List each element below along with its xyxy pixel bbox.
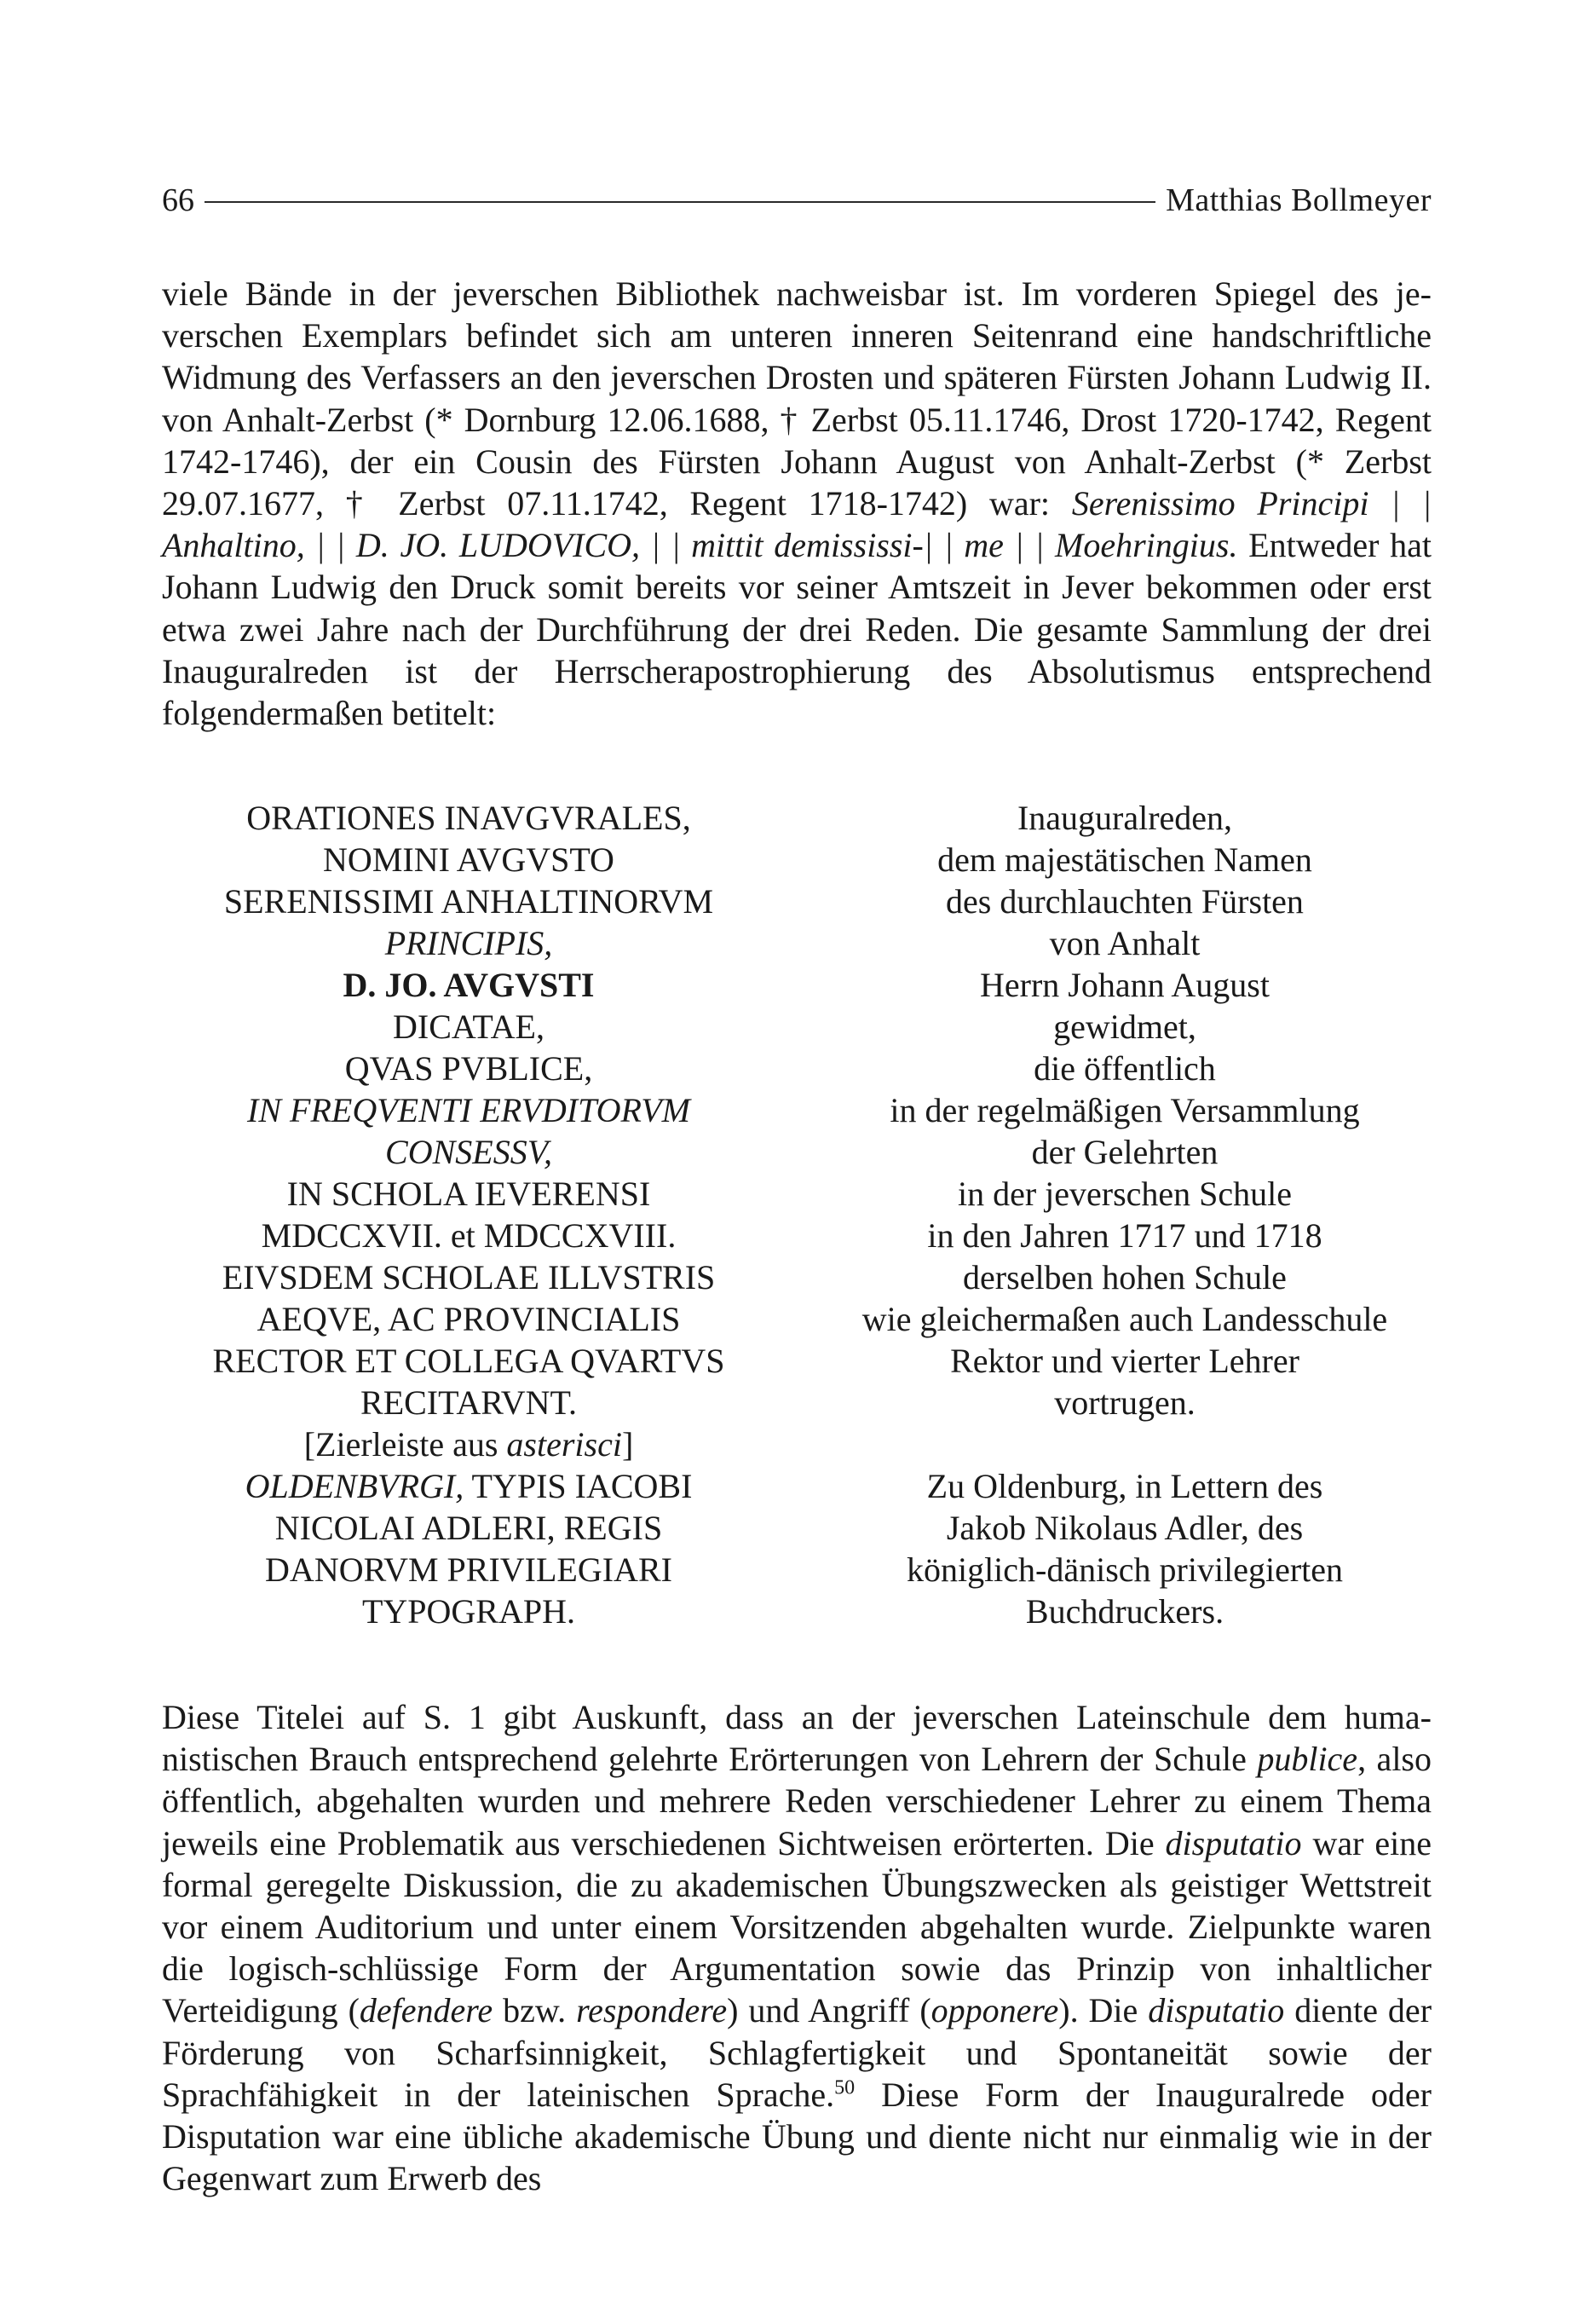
latin-line: RECITARVNT. — [360, 1383, 577, 1422]
german-line: Jakob Nikolaus Adler, des — [946, 1509, 1304, 1547]
p1-text-b: Entweder hat Johann Ludwig den Druck somit bereits vor seiner Amtszeit in Jever bekommen oder erst etwa zwei Jahre nach der Durchführung der drei Reden. Die gesamte Sammlung der drei Inauguralreden ist der Herrscherapostrophierung des Absolutismus entsprechend folgendermaßen betitelt: — [162, 526, 1432, 733]
term-publice: publice — [1257, 1740, 1358, 1779]
german-line: königlich-dänisch privilegierten — [906, 1550, 1344, 1589]
german-line: in der jeverschen Schule — [957, 1175, 1293, 1213]
ornament-term: asterisci — [506, 1425, 622, 1464]
term-opponere: opponere — [931, 1991, 1059, 2030]
latin-line: AEQVE, AC PROVINCIALIS — [256, 1300, 681, 1338]
ornament-note: [Zierleiste aus — [303, 1425, 507, 1464]
imprint-place: OLDENBVRGI, — [245, 1467, 464, 1505]
page-number: 66 — [162, 182, 194, 218]
german-line: gewidmet, — [1053, 1007, 1196, 1046]
p2-text-g: diente der Förderung von Scharfsinnigkeit, Schlagfertigkeit und Spontaneität sowie der Sprachfähigkeit in der lateinischen Sprache. — [162, 1991, 1432, 2114]
term-defendere: defendere — [359, 1991, 493, 2030]
german-line: dem majestätischen Namen — [937, 840, 1312, 879]
german-line: Buchdruckers. — [1025, 1592, 1224, 1631]
german-line: Zu Oldenburg, in Lettern des — [926, 1467, 1323, 1505]
german-line: vortrugen. — [1054, 1383, 1196, 1422]
german-line: in den Jahren 1717 und 1718 — [927, 1216, 1322, 1255]
latin-line: SERENISSIMI ANHALTINORVM — [223, 882, 714, 921]
german-line: derselben hohen Schule — [963, 1258, 1287, 1296]
german-line: des durchlauchten Fürsten — [946, 882, 1304, 921]
p2-text-a: Diese Titelei auf S. 1 gibt Auskunft, dass an der jeverschen Lateinschule dem humanistischen Brauch entsprechend gelehrte Erörterungen von Lehrern der Schule — [162, 1698, 1432, 1779]
title-german — [818, 797, 1432, 1632]
latin-line: EIVSDEM SCHOLAE ILLVSTRIS — [222, 1258, 716, 1296]
latin-line: DANORVM PRIVILEGIARI — [265, 1550, 672, 1589]
latin-line: RECTOR ET COLLEGA QVARTVS — [212, 1342, 725, 1380]
latin-line: PRINCIPIS, — [384, 924, 553, 962]
latin-line: IN FREQVENTI ERVDITORVM — [247, 1091, 690, 1129]
p2-text-b: , also öffentlich, abgehalten wurden und mehrere Reden verschiedener Lehrer zu einem Thema jeweils eine Problematik aus verschiedenen Sichtweisen erörterten. Die — [162, 1740, 1432, 1862]
p2-text-c: war eine formal geregelte Diskussion, die zu akademischen Übungszwecken als geistiger Wettstreit vor einem Auditorium und unter einem Vorsitzenden abgehalten wurde. Zielpunkte waren die logisch-schlüssige Form der Argumentation sowie das Prinzip von inhaltlicher Verteidigung ( — [162, 1823, 1432, 2030]
paragraph-2 — [162, 1696, 1432, 2199]
german-line: von Anhalt — [1049, 924, 1201, 962]
latin-line — [196, 1465, 741, 1507]
line-gap — [818, 1423, 1432, 1465]
title-latin — [196, 797, 741, 1632]
german-line: Inauguralreden, — [1017, 799, 1233, 837]
running-header — [162, 181, 1432, 220]
imprint-text: TYPIS IACOBI — [464, 1467, 693, 1505]
latin-line: TYPOGRAPH. — [361, 1592, 576, 1631]
german-line: wie gleichermaßen auch Landesschule — [861, 1300, 1388, 1338]
term-disputatio: disputatio — [1165, 1823, 1302, 1862]
latin-line: DICATAE, — [393, 1007, 544, 1046]
latin-line: IN SCHOLA IEVERENSI — [286, 1175, 651, 1213]
p2-text-f: ). Die — [1058, 1991, 1149, 2030]
german-line: Herrn Johann August — [980, 966, 1270, 1004]
german-line: Rektor und vierter Lehrer — [950, 1342, 1299, 1380]
p2-text-h: Diese Form der Inauguralrede oder Disputation war eine übliche akademische Übung und diente nicht nur einmalig wie in der Gegenwart zum Erwerb des — [162, 2075, 1432, 2198]
latin-line — [196, 1423, 741, 1465]
paragraph-1 — [162, 273, 1432, 734]
latin-line: D. JO. AVGVSTI — [343, 966, 595, 1004]
german-line: die öffentlich — [1034, 1049, 1216, 1088]
footnote-marker: 50 — [834, 2076, 856, 2099]
german-line: der Gelehrten — [1031, 1133, 1219, 1171]
latin-line: QVAS PVBLICE, — [344, 1049, 593, 1088]
latin-line: ORATIONES INAVGVRALES, — [246, 799, 691, 837]
latin-line: NICOLAI ADLERI, REGIS — [274, 1509, 663, 1547]
term-respondere: respondere — [576, 1991, 728, 2030]
dedication-quote: Serenissimo Principi | | Anhaltino, | | D. JO. LUDOVICO, | | mittit demississi-| | me | | Moehringius. — [162, 484, 1432, 565]
ornament-close: ] — [621, 1425, 634, 1464]
latin-line: NOMINI AVGVSTO — [323, 840, 614, 879]
p1-text-a: viele Bände in der jeverschen Bibliothek nachweisbar ist. Im vorderen Spiegel des jeverschen Exemplars befindet sich am unteren inneren Seitenrand eine handschriftliche Widmung des Verfassers an den jeverschen Drosten und späteren Fürsten Johann Ludwig II. von Anhalt-Zerbst (* Dornburg 12.06.1688, † Zerbst 05.11.1746, Drost 1720-1742, Regent 1742-1746), der ein Cousin des Fürsten Johann August von Anhalt-Zerbst (* Zerbst 29.07.1677, † Zerbst 07.11.1742, Regent 1718-1742) war: — [162, 274, 1432, 523]
german-line: in der regelmäßigen Versammlung — [890, 1091, 1360, 1129]
latin-line: CONSESSV, — [385, 1133, 552, 1171]
running-author: Matthias Bollmeyer — [1166, 182, 1432, 218]
term-disputatio-2: disputatio — [1148, 1991, 1285, 2030]
p2-text-d: bzw. — [493, 1991, 577, 2030]
header-rule — [205, 201, 1155, 203]
latin-line: MDCCXVII. et MDCCXVIII. — [261, 1216, 677, 1255]
p2-text-e: ) und Angriff ( — [727, 1991, 931, 2030]
